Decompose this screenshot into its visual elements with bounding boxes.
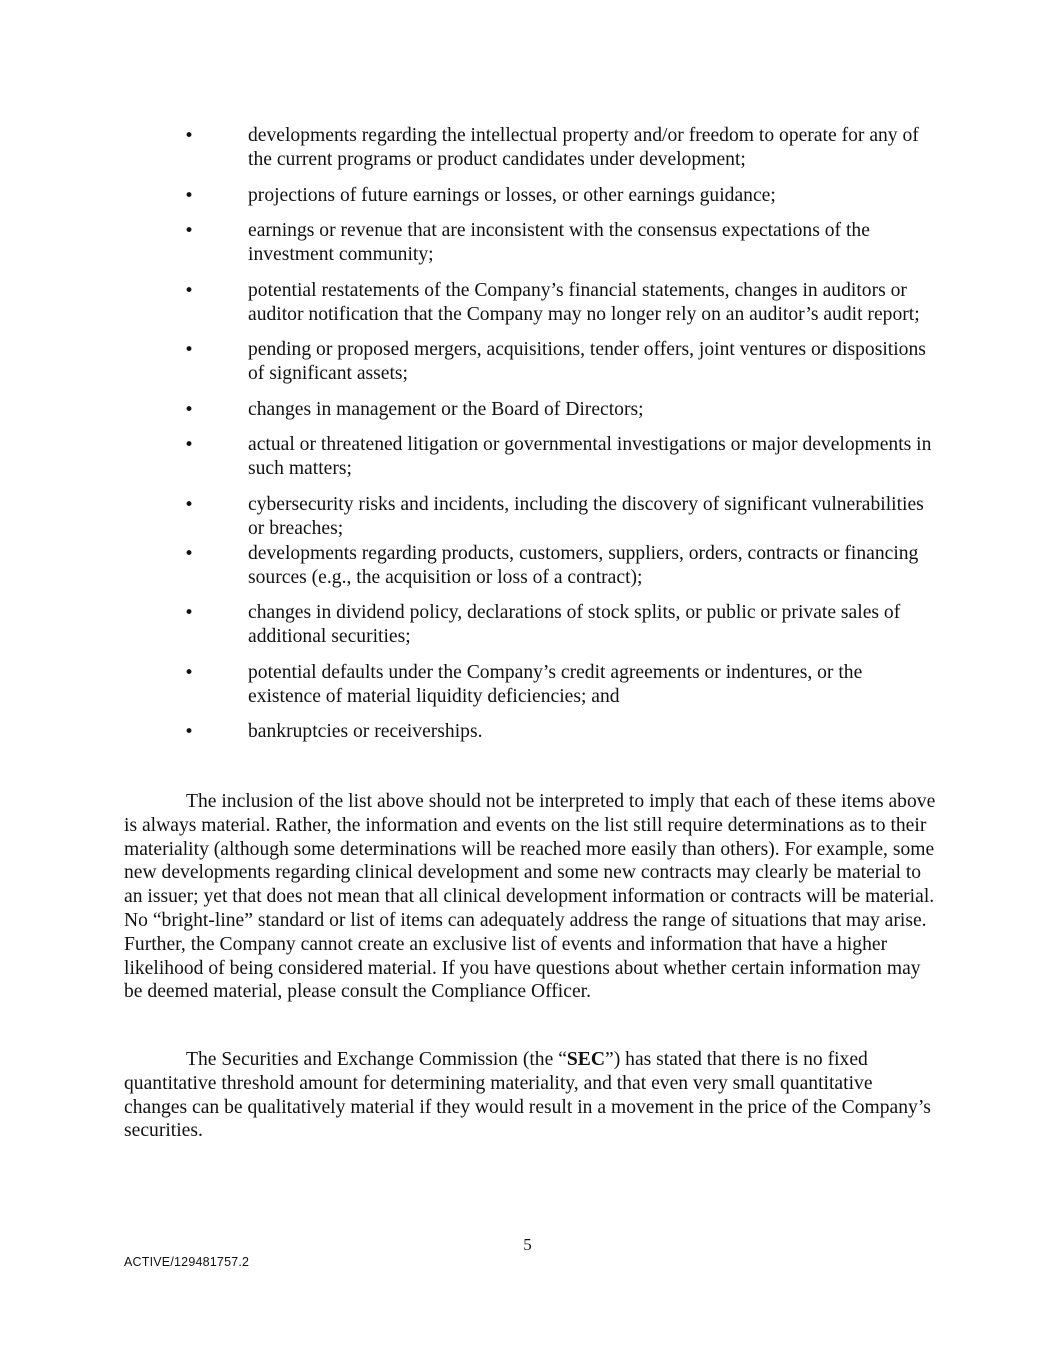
list-item — [124, 184, 936, 208]
list-item — [124, 601, 936, 649]
list-item-text: actual or threatened litigation or governmental investigations or major developments in such matters; — [248, 434, 932, 479]
list-item-text: potential restatements of the Company’s financial statements, changes in auditors or auditor notification that the Company may no longer rely on an auditor’s audit report; — [248, 279, 920, 325]
list-item — [124, 338, 936, 386]
list-item — [124, 279, 936, 327]
bullet-icon: • — [184, 340, 195, 360]
list-item — [124, 661, 936, 709]
list-item-text: earnings or revenue that are inconsistent with the consensus expectations of the investment community; — [248, 220, 870, 265]
bullet-icon: • — [184, 543, 195, 564]
list-item — [124, 720, 936, 744]
bullet-icon: • — [184, 435, 195, 455]
list-item-text: developments regarding products, customers, suppliers, orders, contracts or financing sources (e.g., the acquisition or loss of a contract); — [248, 542, 919, 588]
bullet-icon: • — [184, 662, 195, 683]
bullet-icon: • — [184, 221, 195, 241]
list-item-text: potential defaults under the Company’s credit agreements or indentures, or the existence of material liquidity deficiencies; and — [248, 661, 863, 707]
bullet-icon: • — [184, 722, 195, 742]
list-item-text: pending or proposed mergers, acquisitions, tender offers, joint ventures or dispositions of significant assets; — [248, 339, 926, 384]
list-item — [124, 398, 936, 422]
list-item-text: changes in management or the Board of Directors; — [248, 398, 644, 420]
list-item — [124, 433, 936, 481]
list-item-text: developments regarding the intellectual property and/or freedom to operate for any of the current programs or product candidates under development; — [248, 125, 919, 170]
page-number: 5 — [523, 1235, 532, 1254]
bullet-icon: • — [184, 280, 195, 301]
bullet-icon: • — [184, 603, 195, 623]
sec-paragraph-lead: The Securities and Exchange Commission (the “ — [186, 1049, 567, 1070]
list-item-text: cybersecurity risks and incidents, including the discovery of significant vulnerabilities or breaches; — [248, 493, 924, 539]
list-item-text: bankruptcies or receiverships. — [248, 721, 483, 742]
list-item — [124, 219, 936, 267]
materiality-bullet-list — [124, 124, 936, 756]
bullet-icon: • — [184, 494, 195, 515]
sec-paragraph-rest: ”) has stated that there is no fixed quantitative threshold amount for determining materiality, and that even very small quantitative changes can be qualitatively material if they would result in a movement in the price of the Company’s securities. — [124, 1049, 931, 1142]
bullet-icon: • — [184, 126, 195, 146]
bullet-icon: • — [184, 399, 195, 420]
sec-defined-term: SEC — [566, 1049, 606, 1070]
list-item — [124, 124, 936, 172]
bullet-icon: • — [184, 185, 195, 206]
document-id: ACTIVE/129481757.2 — [124, 1255, 250, 1269]
list-item — [124, 493, 936, 541]
sec-paragraph — [124, 1048, 936, 1143]
list-item — [124, 542, 936, 590]
materiality-paragraph: The inclusion of the list above should not be interpreted to imply that each of these items above is always material. Rather, the information and events on the list still require determinations as to their materiality (although some determinations will be reached more easily than others). For example, some new developments regarding clinical development and some new contracts may clearly be material to an issuer; yet that does not mean that all clinical development information or contracts will be material. No “bright-line” standard or list of items can adequately address the range of situations that may arise. Further, the Company cannot create an exclusive list of events and information that have a higher likelihood of being considered material. If you have questions about whether certain information may be deemed material, please consult the Compliance Officer. — [124, 791, 936, 1003]
list-item-text: changes in dividend policy, declarations of stock splits, or public or private sales of additional securities; — [248, 602, 901, 647]
list-item-text: projections of future earnings or losses, or other earnings guidance; — [248, 184, 776, 206]
